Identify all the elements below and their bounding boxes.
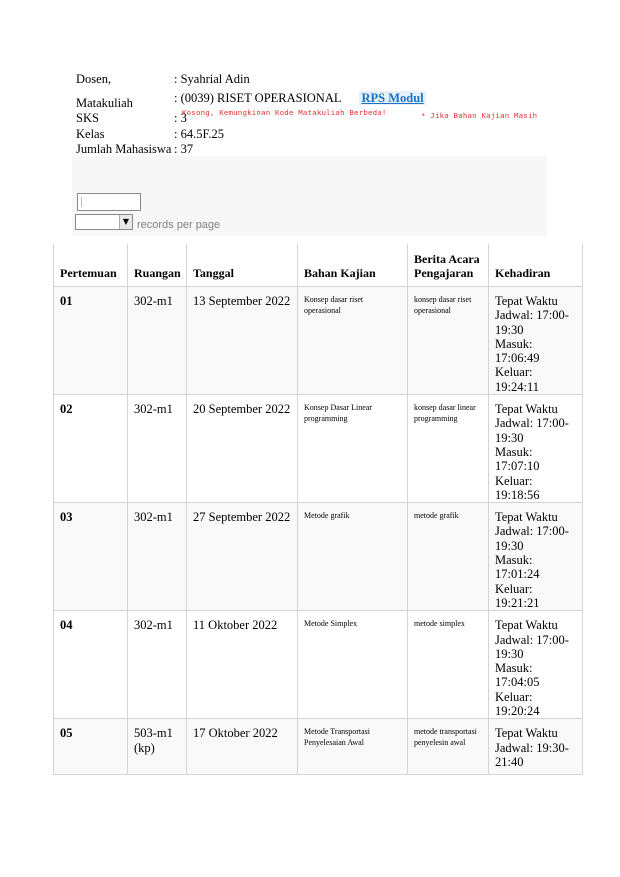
kehadiran-status: Tepat Waktu — [495, 402, 558, 417]
cell-pertemuan: 01 — [54, 287, 128, 395]
table-row — [54, 287, 583, 395]
dosen-value: : Syahrial Adin — [174, 72, 250, 86]
table-header-row — [54, 244, 583, 287]
matakuliah-value — [174, 91, 426, 106]
kehadiran-masuk: Masuk: 17:07:10 — [495, 444, 540, 474]
search-input[interactable] — [77, 193, 141, 211]
table-row — [54, 395, 583, 503]
cell-ruangan: 302-m1 — [128, 287, 187, 395]
dosen-row — [76, 72, 250, 87]
chevron-down-icon[interactable]: ▼ — [119, 215, 132, 229]
cell-ruangan: 302-m1 — [128, 395, 187, 503]
records-per-page-label: records per page — [137, 219, 221, 231]
kelas-value: : 64.5F.25 — [174, 126, 225, 141]
cell-kehadiran — [489, 395, 583, 503]
dosen-label: Dosen, — [76, 72, 112, 86]
records-per-page-select[interactable] — [75, 214, 133, 230]
cell-pertemuan: 03 — [54, 503, 128, 611]
cell-berita-acara: metode transportasi penyelesin awal — [408, 719, 489, 775]
matakuliah-name: : (0039) RISET OPERASIONAL — [174, 91, 342, 106]
col-pertemuan[interactable]: Pertemuan — [54, 244, 128, 287]
jumlah-value: : 37 — [174, 142, 194, 157]
cell-tanggal: 13 September 2022 — [187, 287, 298, 395]
col-berita-acara[interactable]: Berita Acara Pengajaran — [408, 244, 489, 287]
meetings-table — [53, 244, 583, 775]
cell-bahan-kajian: Konsep dasar riset operasional — [298, 287, 408, 395]
kehadiran-jadwal: Jadwal: 17:00-19:30 — [495, 308, 569, 337]
cell-tanggal: 17 Oktober 2022 — [187, 719, 298, 775]
kehadiran-keluar: Keluar: 19:20:24 — [495, 689, 540, 719]
jumlah-label: Jumlah Mahasiswa — [76, 142, 172, 157]
kehadiran-keluar: Keluar: 19:24:11 — [495, 365, 539, 394]
kehadiran-masuk: Masuk: 17:04:05 — [495, 661, 540, 690]
cell-bahan-kajian: Metode Simplex — [298, 611, 408, 719]
kehadiran-status: Tepat Waktu — [495, 618, 558, 633]
cell-tanggal: 27 September 2022 — [187, 503, 298, 611]
kehadiran-masuk: Masuk: 17:01:24 — [495, 553, 540, 582]
kehadiran-jadwal: Jadwal: 19:30-21:40 — [495, 740, 569, 769]
table-row — [54, 719, 583, 775]
kehadiran-status: Tepat Waktu — [495, 726, 558, 741]
cell-tanggal: 20 September 2022 — [187, 395, 298, 503]
matakuliah-note-line2: Kosong, Kemungkinan Kode Matakuliah Berbeda! — [182, 108, 387, 118]
cell-berita-acara: konsep dasar linear programming — [408, 395, 489, 503]
table-controls — [72, 156, 547, 236]
kelas-row — [76, 127, 250, 142]
col-bahan-kajian[interactable]: Bahan Kajian — [298, 244, 408, 287]
cell-bahan-kajian: Metode Transportasi Penyelesaian Awal — [298, 719, 408, 775]
col-tanggal[interactable]: Tanggal — [187, 244, 298, 287]
kehadiran-jadwal: Jadwal: 17:00-19:30 — [495, 416, 569, 445]
kehadiran-jadwal: Jadwal: 17:00-19:30 — [495, 632, 569, 661]
kehadiran-status: Tepat Waktu — [495, 510, 558, 525]
cell-ruangan: 302-m1 — [128, 503, 187, 611]
sks-value: : 3 — [174, 111, 187, 126]
cell-ruangan: 302-m1 — [128, 611, 187, 719]
kehadiran-status: Tepat Waktu — [495, 294, 558, 308]
course-info — [76, 72, 538, 158]
sks-label: SKS — [76, 111, 99, 126]
cell-pertemuan: 05 — [54, 719, 128, 775]
cell-kehadiran — [489, 719, 583, 775]
cell-pertemuan: 02 — [54, 395, 128, 503]
kehadiran-jadwal: Jadwal: 17:00-19:30 — [495, 524, 569, 553]
matakuliah-label: Matakuliah — [76, 96, 133, 111]
kehadiran-masuk: Masuk: 17:06:49 — [495, 336, 540, 366]
cell-bahan-kajian: Metode grafik — [298, 503, 408, 611]
cell-kehadiran — [489, 287, 583, 395]
cell-bahan-kajian: Konsep Dasar Linear programming — [298, 395, 408, 503]
cell-berita-acara: metode grafik — [408, 503, 489, 611]
col-kehadiran[interactable]: Kehadiran — [489, 244, 583, 287]
col-ruangan[interactable]: Ruangan — [128, 244, 187, 287]
kehadiran-keluar: Keluar: 19:18:56 — [495, 473, 540, 502]
cell-berita-acara: metode simplex — [408, 611, 489, 719]
cell-kehadiran — [489, 611, 583, 719]
table-row — [54, 611, 583, 719]
matakuliah-note-line1: * Jika Bahan Kajian Masih — [421, 111, 538, 121]
cell-pertemuan: 04 — [54, 611, 128, 719]
cell-berita-acara: konsep dasar riset operasional — [408, 287, 489, 395]
cell-ruangan: 503-m1 (kp) — [128, 719, 187, 775]
kehadiran-keluar: Keluar: 19:21:21 — [495, 581, 540, 610]
cell-tanggal: 11 Oktober 2022 — [187, 611, 298, 719]
kelas-label: Kelas — [76, 126, 105, 141]
table-row — [54, 503, 583, 611]
cell-kehadiran — [489, 503, 583, 611]
rps-modul-link[interactable]: RPS Modul — [361, 91, 424, 106]
